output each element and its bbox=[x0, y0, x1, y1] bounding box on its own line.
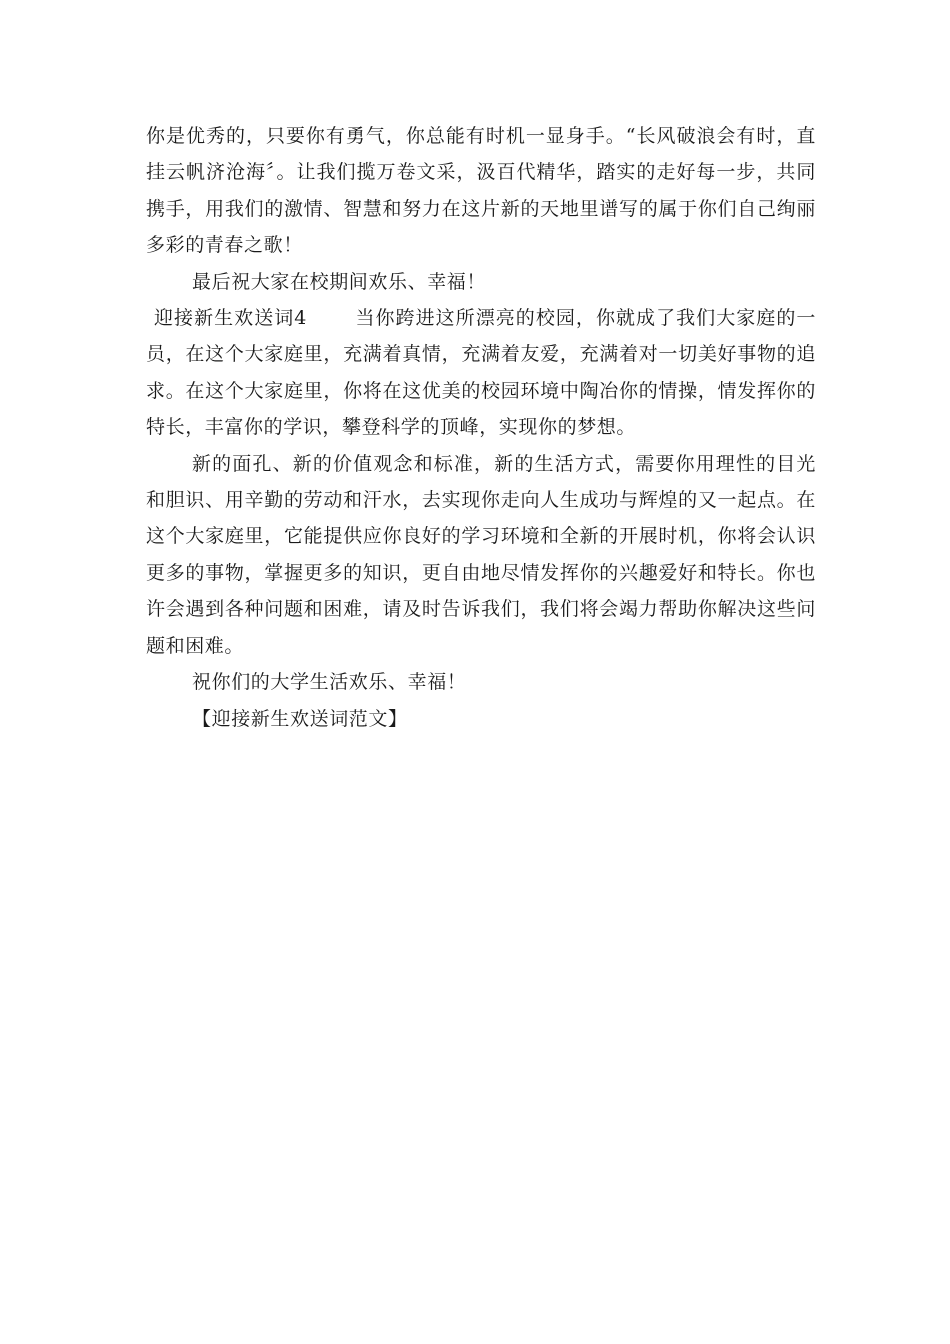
section-4-paragraph bbox=[146, 300, 816, 446]
document-body bbox=[146, 118, 816, 737]
document-footer-title: 【迎接新生欢送词范文】 bbox=[192, 707, 408, 730]
paragraph-new-life: 新的面孔、新的价值观念和标准，新的生活方式，需要你用理性的目光和胆识、用辛勤的劳动和汗水，去实现你走向人生成功与辉煌的又一起点。在这个大家庭里，它能提供应你良好的学习环境和全新的开展时机，你将会认识更多的事物，掌握更多的知识，更自由地尽情发挥你的兴趣爱好和特长。你也许会遇到各种问题和困难，请及时告诉我们，我们将会竭力帮助你解决这些问题和困难。 bbox=[146, 452, 816, 657]
section-4-body: 当你跨进这所漂亮的校园，你就成了我们大家庭的一员，在这个大家庭里，充满着真情，充满着友爱，充满着对一切美好事物的追求。在这个大家庭里，你将在这优美的校园环境中陶冶你的情操，情发挥你的特长，丰富你的学识，攀登科学的顶峰，实现你的梦想。 bbox=[146, 307, 816, 439]
paragraph-university-wish: 祝你们的大学生活欢乐、幸福！ bbox=[192, 671, 467, 694]
paragraph-closing-wish: 最后祝大家在校期间欢乐、幸福！ bbox=[192, 270, 487, 293]
paragraph-encouragement: 你是优秀的，只要你有勇气，你总能有时机一显身手。“长风破浪会有时，直挂云帆济沧海〞。让我们揽万卷文采，汲百代精华，踏实的走好每一步，共同携手，用我们的激情、智慧和努力在这片新的天地里谱写的属于你们自己绚丽多彩的青春之歌！ bbox=[146, 125, 816, 257]
section-4-heading: 迎接新生欢送词4 bbox=[154, 307, 307, 330]
